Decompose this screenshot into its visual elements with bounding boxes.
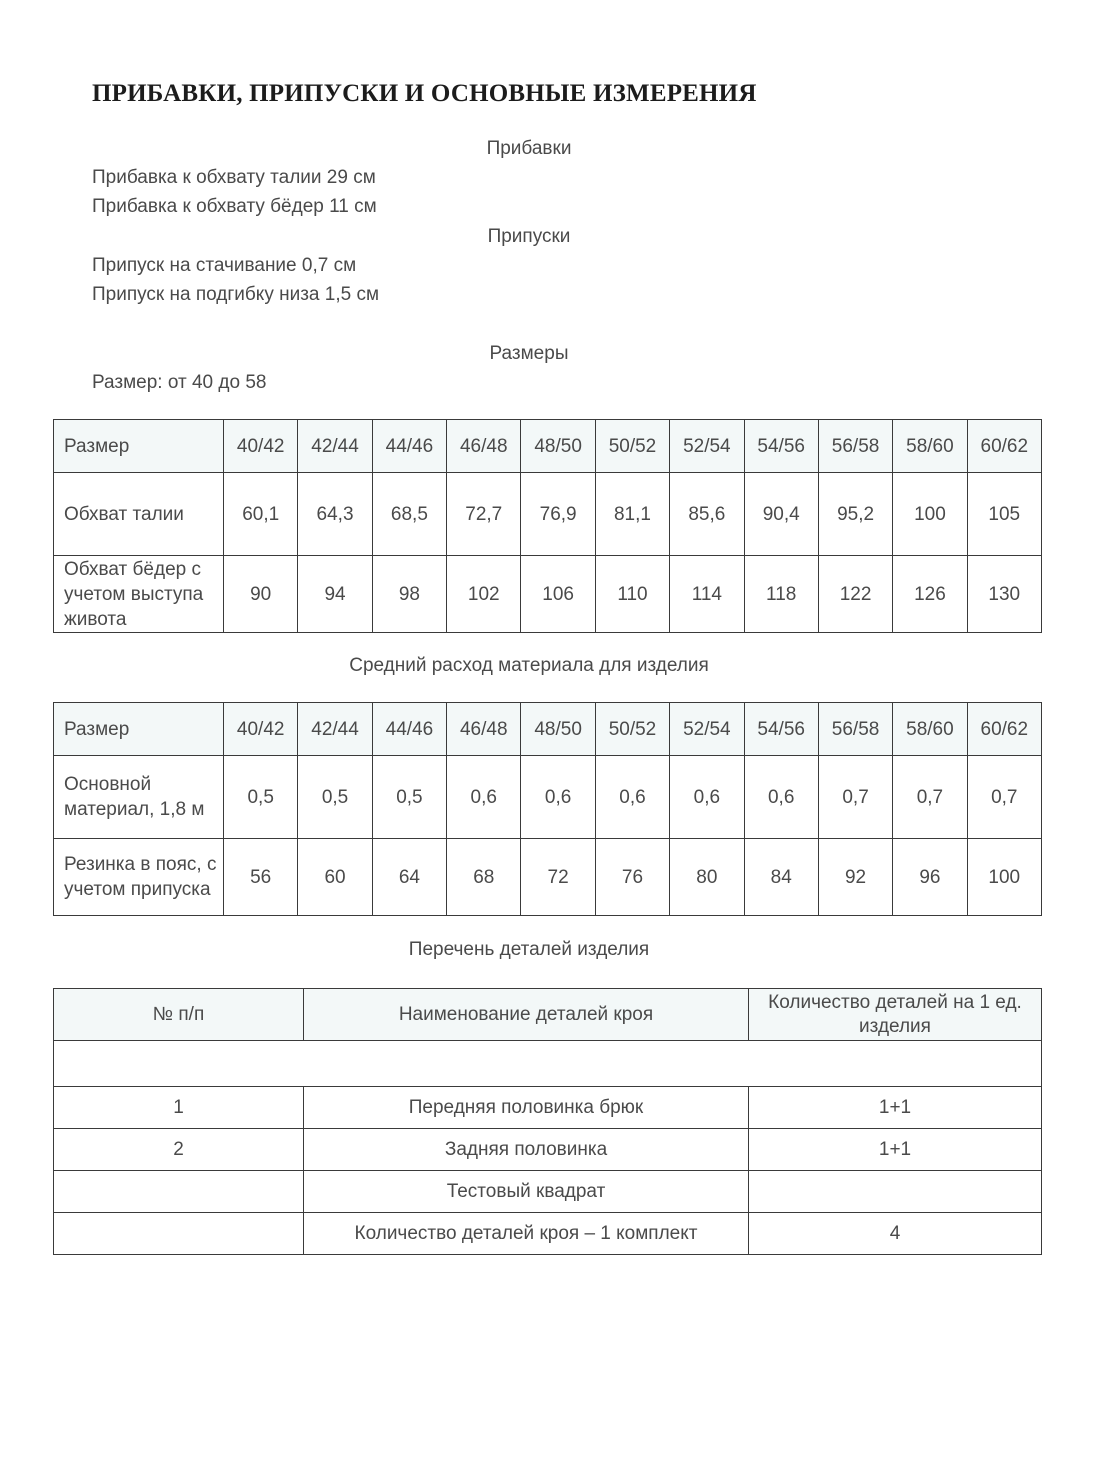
table-cell: 122	[818, 556, 892, 633]
table-cell: 0,7	[967, 756, 1041, 839]
table-cell: 72	[521, 839, 595, 916]
seam-allowance-text: Припуск на стачивание 0,7 см	[92, 255, 357, 276]
table-cell: 92	[818, 839, 892, 916]
table-cell: 0,6	[521, 756, 595, 839]
size-column-header: 54/56	[744, 703, 818, 756]
table-cell: 0,6	[595, 756, 669, 839]
table-cell: 0,5	[298, 756, 372, 839]
table-row	[54, 1171, 1042, 1213]
hip-row	[54, 556, 1042, 633]
table-cell: 98	[372, 556, 446, 633]
table-cell: 64	[372, 839, 446, 916]
allowances-heading: Прибавки	[486, 138, 572, 159]
table-cell: 56	[224, 839, 298, 916]
size-column-header: 56/58	[818, 420, 892, 473]
table-cell: 81,1	[595, 473, 669, 556]
size-column-header: 42/44	[298, 703, 372, 756]
part-number	[54, 1171, 304, 1213]
part-name: Передняя половинка брюк	[304, 1087, 749, 1129]
parts-table	[53, 988, 1042, 1255]
size-range-text: Размер: от 40 до 58	[92, 372, 267, 393]
table-cell: 102	[447, 556, 521, 633]
row-label: Обхват бёдер с учетом выступа живота	[54, 556, 224, 633]
table-row	[54, 1129, 1042, 1171]
part-name: Тестовый квадрат	[304, 1171, 749, 1213]
size-column-header: 44/46	[372, 420, 446, 473]
part-quantity: 4	[749, 1213, 1042, 1255]
table-row	[54, 1213, 1042, 1255]
table-cell: 76,9	[521, 473, 595, 556]
page-title: ПРИБАВКИ, ПРИПУСКИ И ОСНОВНЫЕ ИЗМЕРЕНИЯ	[92, 80, 757, 107]
size-column-header: 48/50	[521, 703, 595, 756]
consumption-header-row	[54, 703, 1042, 756]
measurements-header-row	[54, 420, 1042, 473]
sizes-heading: Размеры	[489, 343, 569, 364]
column-header-quantity: Количество деталей на 1 ед. изделия	[749, 989, 1042, 1041]
table-cell: 105	[967, 473, 1041, 556]
seam-allowances-heading: Припуски	[487, 226, 571, 247]
size-column-header: 46/48	[447, 420, 521, 473]
part-quantity: 1+1	[749, 1087, 1042, 1129]
size-column-header: 52/54	[670, 703, 744, 756]
row-label: Обхват талии	[54, 473, 224, 556]
size-column-header: 46/48	[447, 703, 521, 756]
table-row	[54, 1087, 1042, 1129]
size-column-header: 42/44	[298, 420, 372, 473]
table-cell: 100	[967, 839, 1041, 916]
part-number	[54, 1213, 304, 1255]
table-cell: 0,6	[670, 756, 744, 839]
table-cell: 0,7	[893, 756, 967, 839]
consumption-header-label: Размер	[54, 703, 224, 756]
table-cell: 68,5	[372, 473, 446, 556]
table-cell: 0,5	[372, 756, 446, 839]
size-column-header: 52/54	[670, 420, 744, 473]
table-cell: 60	[298, 839, 372, 916]
table-cell: 100	[893, 473, 967, 556]
table-cell: 72,7	[447, 473, 521, 556]
part-number: 1	[54, 1087, 304, 1129]
column-header-name: Наименование деталей кроя	[304, 989, 749, 1041]
hem-allowance-text: Припуск на подгибку низа 1,5 см	[92, 284, 380, 305]
main-material-row	[54, 756, 1042, 839]
column-header-number: № п/п	[54, 989, 304, 1041]
size-column-header: 40/42	[224, 703, 298, 756]
size-column-header: 54/56	[744, 420, 818, 473]
size-column-header: 48/50	[521, 420, 595, 473]
waist-row	[54, 473, 1042, 556]
part-quantity	[749, 1171, 1042, 1213]
size-column-header: 44/46	[372, 703, 446, 756]
parts-spacer-row	[54, 1041, 1042, 1087]
size-column-header: 58/60	[893, 420, 967, 473]
waist-allowance-text: Прибавка к обхвату талии 29 см	[92, 167, 376, 188]
part-quantity: 1+1	[749, 1129, 1042, 1171]
size-column-header: 60/62	[967, 420, 1041, 473]
size-column-header: 40/42	[224, 420, 298, 473]
table-cell: 118	[744, 556, 818, 633]
size-column-header: 60/62	[967, 703, 1041, 756]
parts-heading: Перечень деталей изделия	[408, 939, 650, 960]
measurements-header-label: Размер	[54, 420, 224, 473]
table-cell: 90,4	[744, 473, 818, 556]
consumption-heading: Средний расход материала для изделия	[349, 655, 709, 676]
table-cell: 96	[893, 839, 967, 916]
measurements-table	[53, 419, 1042, 633]
part-number: 2	[54, 1129, 304, 1171]
size-column-header: 50/52	[595, 703, 669, 756]
table-cell: 90	[224, 556, 298, 633]
row-label: Основной материал, 1,8 м	[54, 756, 224, 839]
table-cell: 60,1	[224, 473, 298, 556]
size-column-header: 56/58	[818, 703, 892, 756]
table-cell: 64,3	[298, 473, 372, 556]
table-cell: 106	[521, 556, 595, 633]
table-cell: 95,2	[818, 473, 892, 556]
consumption-table	[53, 702, 1042, 916]
elastic-row	[54, 839, 1042, 916]
table-cell: 130	[967, 556, 1041, 633]
table-cell: 110	[595, 556, 669, 633]
table-cell: 114	[670, 556, 744, 633]
table-cell: 85,6	[670, 473, 744, 556]
part-name: Количество деталей кроя – 1 комплект	[304, 1213, 749, 1255]
size-column-header: 50/52	[595, 420, 669, 473]
hip-allowance-text: Прибавка к обхвату бёдер 11 см	[92, 196, 377, 217]
table-cell: 0,7	[818, 756, 892, 839]
empty-cell	[54, 1041, 1042, 1087]
size-column-header: 58/60	[893, 703, 967, 756]
table-cell: 80	[670, 839, 744, 916]
parts-header-row	[54, 989, 1042, 1041]
table-cell: 0,6	[447, 756, 521, 839]
table-cell: 84	[744, 839, 818, 916]
table-cell: 0,5	[224, 756, 298, 839]
table-cell: 126	[893, 556, 967, 633]
table-cell: 76	[595, 839, 669, 916]
part-name: Задняя половинка	[304, 1129, 749, 1171]
table-cell: 94	[298, 556, 372, 633]
table-cell: 0,6	[744, 756, 818, 839]
table-cell: 68	[447, 839, 521, 916]
row-label: Резинка в пояс, с учетом припуска	[54, 839, 224, 916]
